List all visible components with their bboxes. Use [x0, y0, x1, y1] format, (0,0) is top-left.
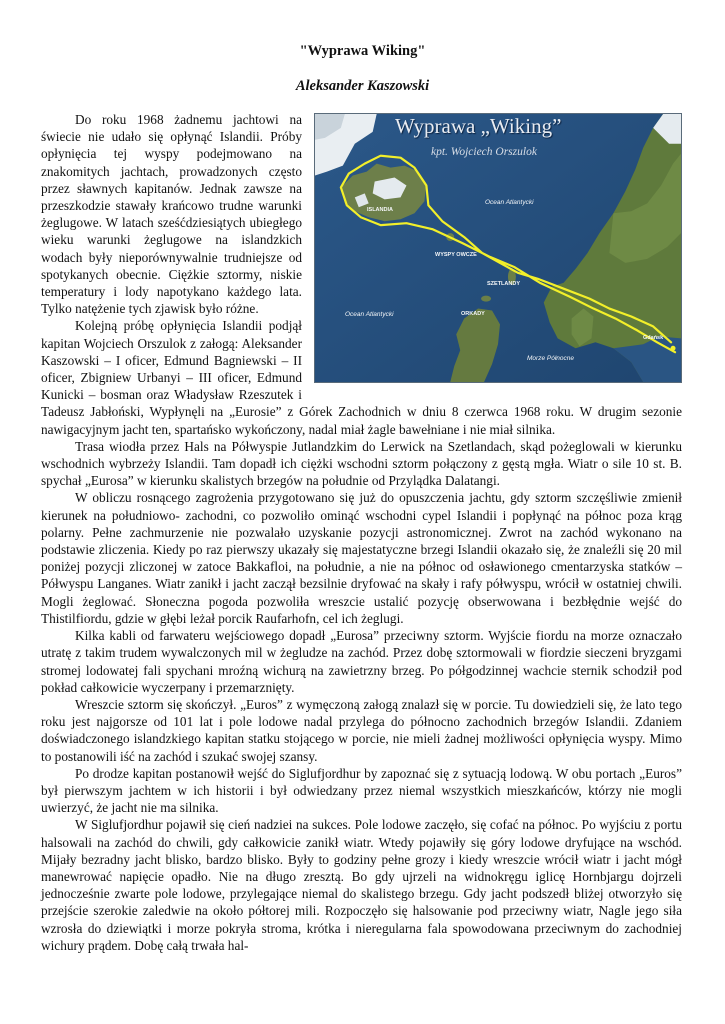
map-label-wyspy-owcze: WYSPY OWCZE: [435, 252, 477, 258]
map-orkney: [481, 296, 491, 302]
map-title: Wyprawa „Wiking”: [395, 114, 562, 138]
document-author: Aleksander Kaszowski: [295, 78, 430, 94]
map-subtitle: kpt. Wojciech Orszulok: [431, 146, 537, 158]
map-label-morze: Morze Północne: [527, 355, 574, 362]
expedition-map: [314, 113, 682, 383]
paragraph: Kolejną próbę opłynięcia Islandii podjął kapitan Wojciech Orszulok z załogą: Aleksander Kaszowski – I oficer, Edmund Bagniewski – II oficer, Zbigniew Urbanyi – III oficer, Edmund Kunicki – bosman oraz Władysław Rzeszutek i Tadeusz Jabłoński, Wypłynęli na „Eurosie” z Górek Zachodnich w dniu 8 czerwca 1968 roku. W drugim sezonie nawigacyjnym jacht ten, spartańsko wykończony, nadal miał żagle bawełniane i nie miał silnika.: [41, 318, 682, 437]
article-body: [41, 111, 682, 954]
paragraph: Trasa wiodła przez Hals na Półwyspie Jutlandzkim do Lerwick na Szetlandach, skąd pożeglowali w kierunku wschodnich wybrzeży Islandii. Tam dopadł ich ciężki wschodni sztorm połączony z gęstą mgła. Wiatr o sile 10 st. B. spychał „Eurosa” w kierunku skalistych brzegów na południe od Przylądka Dalatangi.: [41, 438, 682, 489]
paragraph: Do roku 1968 żadnemu jachtowi na świecie nie udało się opłynąć Islandii. Próby opłynięcia tej wyspy podejmowano na znakomitych jachtach, prowadzonych często przez sławnych kapitanów. Jednak zawsze na przeszkodzie stawały krańcowo trudne warunki żeglugowe. W latach sześćdziesiątych ubiegłego wieku warunki żeglugowe na islandzkich wodach były nieporównywalnie trudniejsze od spotykanych obecnie. Ciężkie sztormy, niskie temperatury i lody napotykano każdego lata. Tylko natężenie tych zjawisk było różne.: [41, 112, 302, 317]
map-label-ocean-bottom: Ocean Atlantycki: [345, 311, 394, 318]
paragraph: W Siglufjordhur pojawił się cień nadziei na sukces. Pole lodowe zaczęło, się cofać na północ. Po wyjściu z portu halsowali na zachód do chwili, gdy całkowicie zanikł wiatr. Wtedy pojawiły się góry lodowe dryfujące na wschód. Mijały bezradny jacht blisko, bardzo blisko. Były to godziny pełne grozy i kiedy wreszcie wrócił wiatr i jacht mógł manewrować napięcie opadło. Nie na długo zresztą. Bo gdy ujrzeli na widnokręgu iglicę Hornbjargu dojrzeli jednocześnie zwarte pole lodowe, przylegające niemal do skalistego brzegu. Gdy jacht podszedł bliżej otworzyło się przejście szerokie zaledwie na około półtorej mili. Rozpoczęło się halsowanie pod przeciwny wiatr, Nagle jego siła wzrosła do dziewiątki i morze pokryła stroma, krótka i nieregularna fala spowodowana przeciwnym do zachodniej wichury prądem. Dobę całą trwała hal-: [41, 817, 682, 953]
map-label-gdansk: Gdańsk: [643, 335, 664, 341]
map-label-orkady: ORKADY: [461, 311, 485, 317]
document-title: "Wyprawa Wiking": [299, 43, 426, 59]
map-label-szetlandy: SZETLANDY: [487, 281, 520, 287]
map-label-islandia: ISLANDIA: [367, 207, 393, 213]
map-label-ocean-top: Ocean Atlantycki: [485, 199, 534, 206]
paragraph: Wreszcie sztorm się skończył. „Euros” z wymęczoną załogą znalazł się w porcie. Tu dowiedzieli się, że lato tego roku jest najgorsze od 101 lat i pole lodowe nadal przylega do północno zachodnich brzegów Islandii. Zdaniem doświadczonego islandzkiego kapitan statku stojącego w porcie, nie mieli żadnej możliwości opłynięcia wyspy. Mimo to postanowili iść na zachód i szukać swojej szansy.: [41, 696, 682, 764]
paragraph: W obliczu rosnącego zagrożenia przygotowano się już do opuszczenia jachtu, gdy sztorm szczęśliwie zmienił kierunek na południowo- zachodni, co pozwoliło ominąć wschodni cypel Islandii i popłynąć na północ poza krąg polarny. Pełne zachmurzenie nie pozwalało uzyskanie pozycji astronomicznej. Zwrot na zachód wykonano na podstawie zliczenia. Kiedy po raz pierwszy ukazały się majestatyczne brzegi Islandii okazało się, że znaleźli się 20 mil poniżej pozycji zliczonej w zatoce Bakkafloi, na południe, a nie na północ od osławionego cmentarzyska statków – Półwyspu Langanes. Wiatr zanikł i jacht zaczął bezsilnie dryfować na skały i rafy półwyspu, wrócił w ostatniej chwili. Mogli żeglować. Słoneczna pogoda pozwoliła wreszcie ustalić pozycję obserwowana i bezbłędnie wejść do Thistilfiordu, gdzie w głębi leżał porcik Raufarhofn, cel ich żeglugi.: [41, 490, 682, 626]
paragraph: Po drodze kapitan postanowił wejść do Siglufjordhur by zapoznać się z sytuacją lodową. W obu portach „Euros” był pierwszym jachtem w ich historii i był odwiedzany przez niemal wszystkich mieszkańców, którzy nie mogli uwierzyć, że jacht nie ma silnika.: [41, 765, 682, 816]
paragraph: Kilka kabli od farwateru wejściowego dopadł „Eurosa” przeciwny sztorm. Wyjście fiordu na morze oznaczało utratę z takim trudem wywalczonych mil w żegludze na zachód. Przez dobę sztormowali w fiordzie sieczeni bryzgami stromej lodowatej fali spychani mroźną wichurą na zawietrzny brzeg. Po półgodzinnej wachcie sternik schodził pod pokład całkowicie wyczerpany i przemarznięty.: [41, 628, 682, 695]
